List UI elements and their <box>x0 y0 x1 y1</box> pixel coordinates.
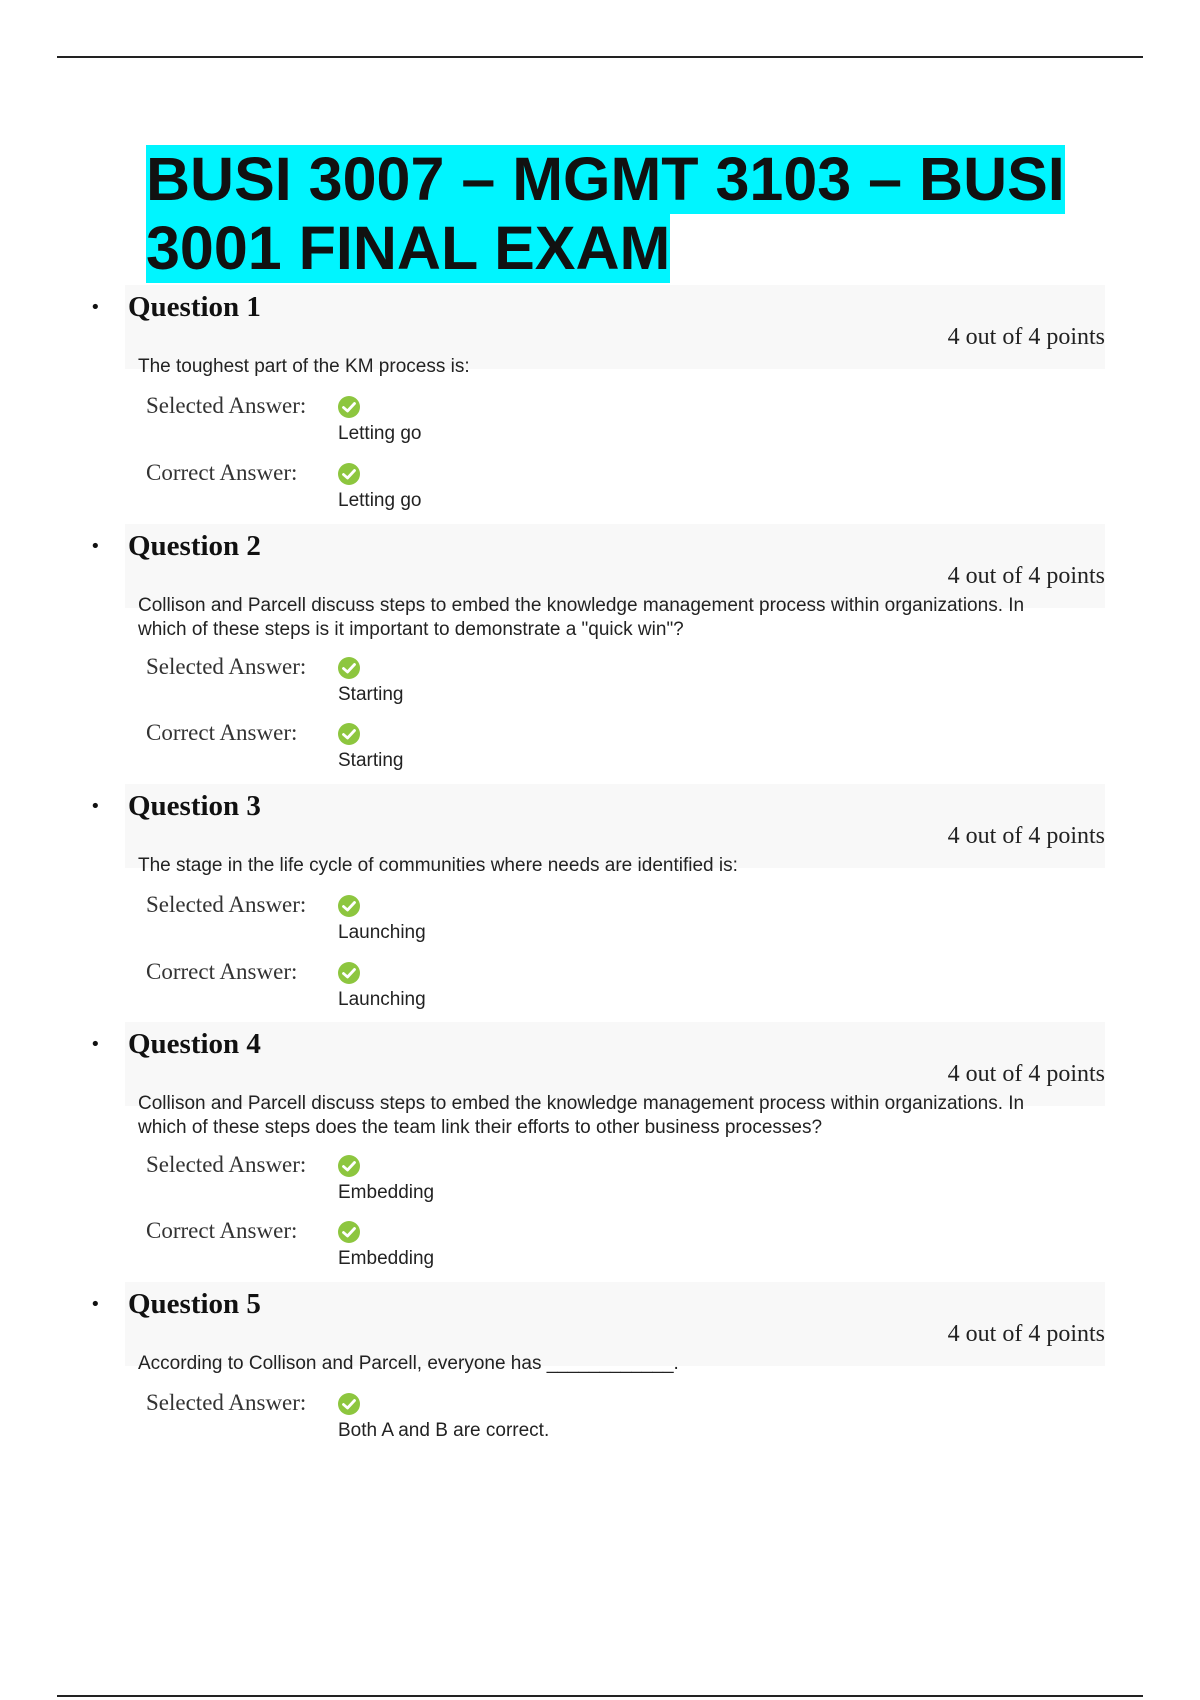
question-text: The stage in the life cycle of communities where needs are identified is: <box>138 855 738 876</box>
selected-answer-label: Selected Answer: <box>146 654 307 679</box>
question-title: Question 3 <box>128 790 261 822</box>
correct-answer-label: Correct Answer: <box>146 460 298 485</box>
check-circle-icon <box>338 1155 360 1177</box>
question-text: Collison and Parcell discuss steps to embed the knowledge management process within organizations. In which of these steps does the team link their efforts to other business processes? <box>138 1093 1025 1138</box>
selected-answer-value: Letting go <box>338 423 422 444</box>
selected-answer-value: Embedding <box>338 1182 435 1203</box>
check-circle-icon <box>338 723 360 745</box>
title-line-2: 3001 FINAL EXAM <box>146 214 671 282</box>
question-text: The toughest part of the KM process is: <box>138 356 470 377</box>
correct-answer-value: Letting go <box>338 490 422 511</box>
correct-answer-label: Correct Answer: <box>146 720 298 745</box>
question-block-4 <box>0 1022 1200 1269</box>
selected-answer-label: Selected Answer: <box>146 393 307 418</box>
check-circle-icon <box>338 1393 360 1415</box>
correct-answer-value: Starting <box>338 750 404 771</box>
check-circle-icon <box>338 396 360 418</box>
question-title: Question 4 <box>128 1028 261 1060</box>
question-points: 4 out of 4 points <box>947 324 1105 350</box>
check-circle-icon <box>338 895 360 917</box>
bullet: • <box>90 297 101 318</box>
question-text: Collison and Parcell discuss steps to embed the knowledge management process within organizations. In which of these steps is it important to demonstrate a "quick win"? <box>138 595 1025 640</box>
check-circle-icon <box>338 463 360 485</box>
bottom-rule <box>57 1695 1143 1697</box>
question-block-1 <box>0 285 1200 517</box>
question-block-3 <box>0 784 1200 1016</box>
bullet: • <box>90 1294 101 1315</box>
question-title: Question 2 <box>128 530 261 562</box>
bullet: • <box>90 796 101 817</box>
selected-answer-value: Launching <box>338 922 426 943</box>
question-title: Question 5 <box>128 1288 261 1320</box>
selected-answer-label: Selected Answer: <box>146 1390 307 1415</box>
selected-answer-label: Selected Answer: <box>146 892 307 917</box>
correct-answer-value: Embedding <box>338 1248 435 1269</box>
selected-answer-label: Selected Answer: <box>146 1152 307 1177</box>
question-block-5 <box>0 1282 1200 1514</box>
selected-answer-value: Both A and B are correct. <box>338 1420 550 1441</box>
question-points: 4 out of 4 points <box>947 563 1105 589</box>
bullet: • <box>90 536 101 557</box>
check-circle-icon <box>338 657 360 679</box>
question-points: 4 out of 4 points <box>947 823 1105 849</box>
correct-answer-label: Correct Answer: <box>146 959 298 984</box>
correct-answer-value: Launching <box>338 989 426 1010</box>
selected-answer-value: Starting <box>338 684 404 705</box>
question-block-2 <box>0 524 1200 771</box>
question-points: 4 out of 4 points <box>947 1321 1105 1347</box>
document-title <box>146 145 1076 283</box>
correct-answer-label: Correct Answer: <box>146 1218 298 1243</box>
bullet: • <box>90 1034 101 1055</box>
top-rule <box>57 56 1143 58</box>
check-circle-icon <box>338 962 360 984</box>
question-title: Question 1 <box>128 291 261 323</box>
question-text: According to Collison and Parcell, everyone has ____________. <box>138 1353 679 1374</box>
title-line-1: BUSI 3007 – MGMT 3103 – BUSI <box>146 145 1065 213</box>
check-circle-icon <box>338 1221 360 1243</box>
question-points: 4 out of 4 points <box>947 1061 1105 1087</box>
